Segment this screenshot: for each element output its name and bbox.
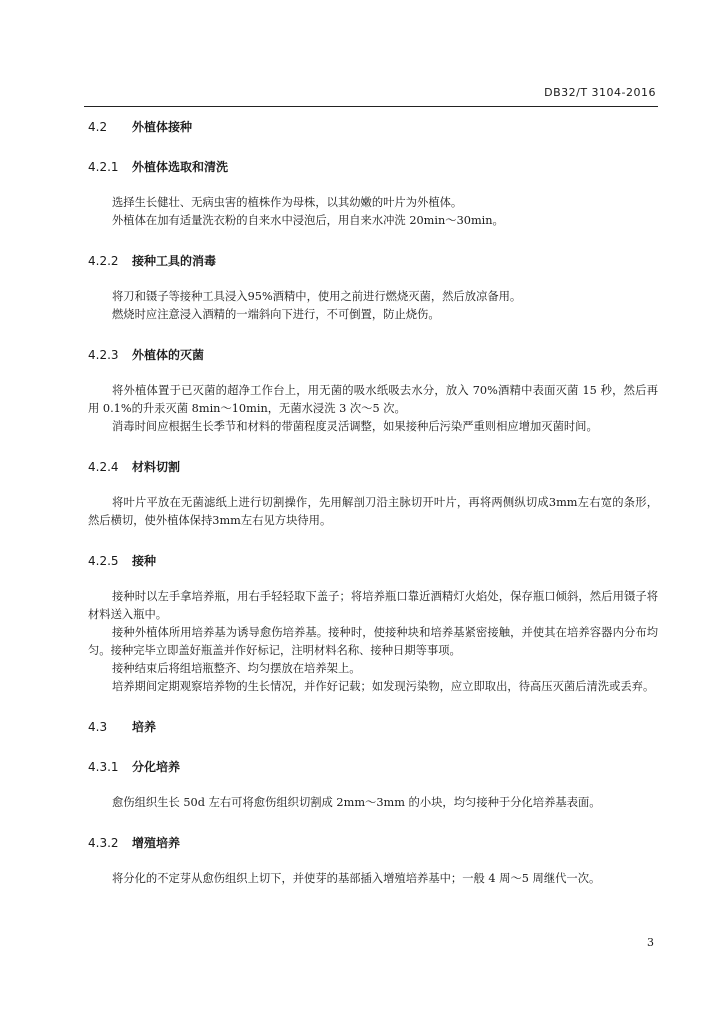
section-number: 4.3.2 <box>88 836 119 850</box>
paragraph: 外植体在加有适量洗衣粉的自来水中浸泡后，用自来水冲洗 20min～30min。 <box>112 214 504 227</box>
paragraph: 将分化的不定芽从愈伤组织上切下，并使芽的基部插入增殖培养基中；一般 4 周～5 周继代一次。 <box>112 872 601 885</box>
section-heading <box>88 458 658 476</box>
section-number: 4.2 <box>88 120 108 134</box>
section-4-3-1 <box>88 758 658 812</box>
paragraph: 将刀和镊子等接种工具浸入95%酒精中，使用之前进行燃烧灭菌，然后放凉备用。 <box>112 290 522 303</box>
section-title: 外植体接种 <box>132 120 193 134</box>
section-title: 接种 <box>132 554 157 568</box>
section-number: 4.2.3 <box>88 348 119 362</box>
section-heading <box>88 758 658 776</box>
header-rule <box>84 106 658 107</box>
section-heading <box>88 346 658 364</box>
section-4-2-4 <box>88 458 658 530</box>
section-heading <box>88 718 658 736</box>
section-4-2-5 <box>88 552 658 696</box>
section-title: 材料切割 <box>132 460 181 474</box>
section-title: 接种工具的消毒 <box>132 254 217 268</box>
paragraph: 接种时以左手拿培养瓶，用右手轻轻取下盖子；将培养瓶口靠近酒精灯火焰处，保存瓶口倾斜，然后用镊子将材料送入瓶中。 <box>88 590 658 621</box>
section-4-2-1 <box>88 158 658 230</box>
section-number: 4.2.2 <box>88 254 119 268</box>
section-heading <box>88 834 658 852</box>
section-number: 4.2.5 <box>88 554 119 568</box>
paragraph: 选择生长健壮、无病虫害的植株作为母株，以其幼嫩的叶片为外植体。 <box>112 196 463 209</box>
document-body <box>88 118 658 888</box>
section-4-2 <box>88 118 658 136</box>
paragraph: 接种结束后将组培瓶整齐、均匀摆放在培养架上。 <box>112 662 361 675</box>
section-title: 外植体的灭菌 <box>132 348 205 362</box>
paragraph: 燃烧时应注意浸入酒精的一端斜向下进行，不可倒置，防止烧伤。 <box>112 308 440 321</box>
section-title: 增殖培养 <box>132 836 181 850</box>
paragraph: 接种外植体所用培养基为诱导愈伤培养基。接种时，使接种块和培养基紧密接触，并使其在培养容器内分布均匀。接种完毕立即盖好瓶盖并作好标记，注明材料名称、接种日期等事项。 <box>88 626 658 657</box>
paragraph: 将叶片平放在无菌滤纸上进行切割操作，先用解剖刀沿主脉切开叶片，再将两侧纵切成3mm左右宽的条形，然后横切，使外植体保持3mm左右见方块待用。 <box>88 496 658 527</box>
paragraph: 培养期间定期观察培养物的生长情况，并作好记载；如发现污染物，应立即取出，待高压灭菌后清洗或丢弃。 <box>112 680 655 693</box>
paragraph: 愈伤组织生长 50d 左右可将愈伤组织切割成 2mm～3mm 的小块，均匀接种于分化培养基表面。 <box>112 796 601 809</box>
section-4-2-2 <box>88 252 658 324</box>
section-heading <box>88 118 658 136</box>
section-number: 4.3 <box>88 720 108 734</box>
section-number: 4.2.1 <box>88 160 119 174</box>
section-number: 4.2.4 <box>88 460 119 474</box>
section-number: 4.3.1 <box>88 760 119 774</box>
section-heading <box>88 158 658 176</box>
paragraph: 将外植体置于已灭菌的超净工作台上，用无菌的吸水纸吸去水分，放入 70%酒精中表面灭菌 15 秒，然后再用 0.1%的升汞灭菌 8min～10min，无菌水浸洗 3 次～5 次。 <box>88 384 658 415</box>
section-4-3-2 <box>88 834 658 888</box>
section-heading <box>88 552 658 570</box>
section-title: 分化培养 <box>132 760 181 774</box>
standard-code: DB32/T 3104-2016 <box>544 86 656 99</box>
section-title: 外植体选取和清洗 <box>132 160 229 174</box>
section-4-2-3 <box>88 346 658 436</box>
paragraph: 消毒时间应根据生长季节和材料的带菌程度灵活调整，如果接种后污染严重则相应增加灭菌时间。 <box>112 420 598 433</box>
section-title: 培养 <box>132 720 157 734</box>
page-number: 3 <box>647 936 654 949</box>
section-4-3 <box>88 718 658 736</box>
section-heading <box>88 252 658 270</box>
